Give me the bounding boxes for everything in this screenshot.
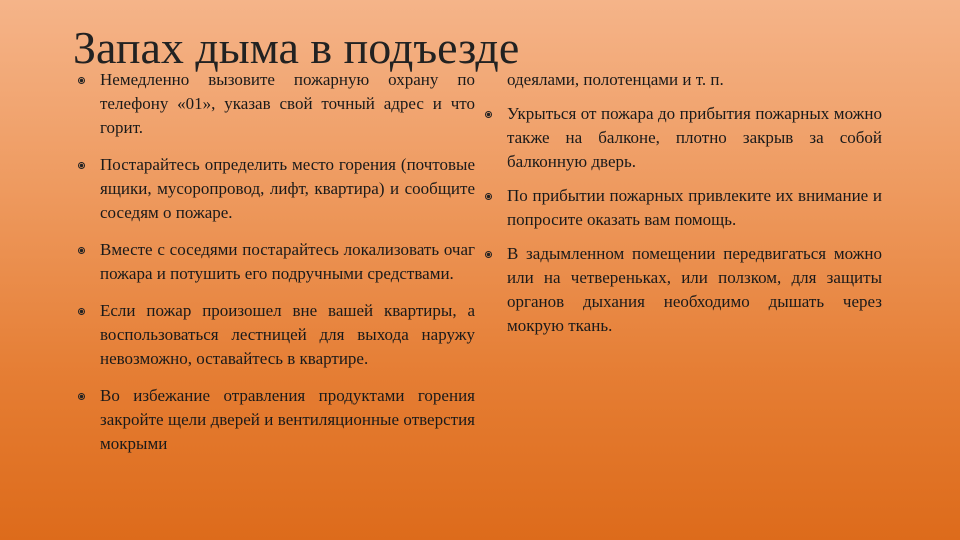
bullet-icon xyxy=(78,77,85,84)
list-item xyxy=(482,242,882,338)
list-item-text: Во избежание отравления продуктами горения закройте щели дверей и вентиляционные отверстия мокрыми xyxy=(100,386,475,453)
bullet-icon xyxy=(78,247,85,254)
list-item xyxy=(482,102,882,174)
list-item-text: По прибытии пожарных привлеките их внимание и попросите оказать вам помощь. xyxy=(507,186,882,229)
list-item xyxy=(75,299,475,371)
bullet-icon xyxy=(485,193,492,200)
bullet-icon xyxy=(485,251,492,258)
right-column xyxy=(482,68,882,348)
list-item-text: Если пожар произошел вне вашей квартиры, а воспользоваться лестницей для выхода наружу невозможно, оставайтесь в квартире. xyxy=(100,301,475,368)
bullet-icon xyxy=(485,111,492,118)
bullet-icon xyxy=(78,162,85,169)
list-item xyxy=(75,384,475,456)
list-item-text: Укрыться от пожара до прибытия пожарных можно также на балконе, плотно закрыв за собой балконную дверь. xyxy=(507,104,882,171)
list-item-text: В задымленном помещении передвигаться можно или на четвереньках, или ползком, для защиты органов дыхания необходимо дышать через мокрую ткань. xyxy=(507,244,882,335)
list-item-text: Постарайтесь определить место горения (почтовые ящики, мусоропровод, лифт, квартира) и сообщите соседям о пожаре. xyxy=(100,155,475,222)
list-item-continuation: одеялами, полотенцами и т. п. xyxy=(507,70,724,89)
list-item xyxy=(75,68,475,140)
bullet-icon xyxy=(78,308,85,315)
list-item xyxy=(75,238,475,286)
bullet-icon xyxy=(78,393,85,400)
list-item xyxy=(482,184,882,232)
page-title: Запах дыма в подъезде xyxy=(73,22,520,73)
list-item-text: Немедленно вызовите пожарную охрану по телефону «01», указав свой точный адрес и что горит. xyxy=(100,70,475,137)
list-item xyxy=(75,153,475,225)
left-column xyxy=(75,68,475,469)
list-item-text: Вместе с соседями постарайтесь локализовать очаг пожара и потушить его подручными средствами. xyxy=(100,240,475,283)
